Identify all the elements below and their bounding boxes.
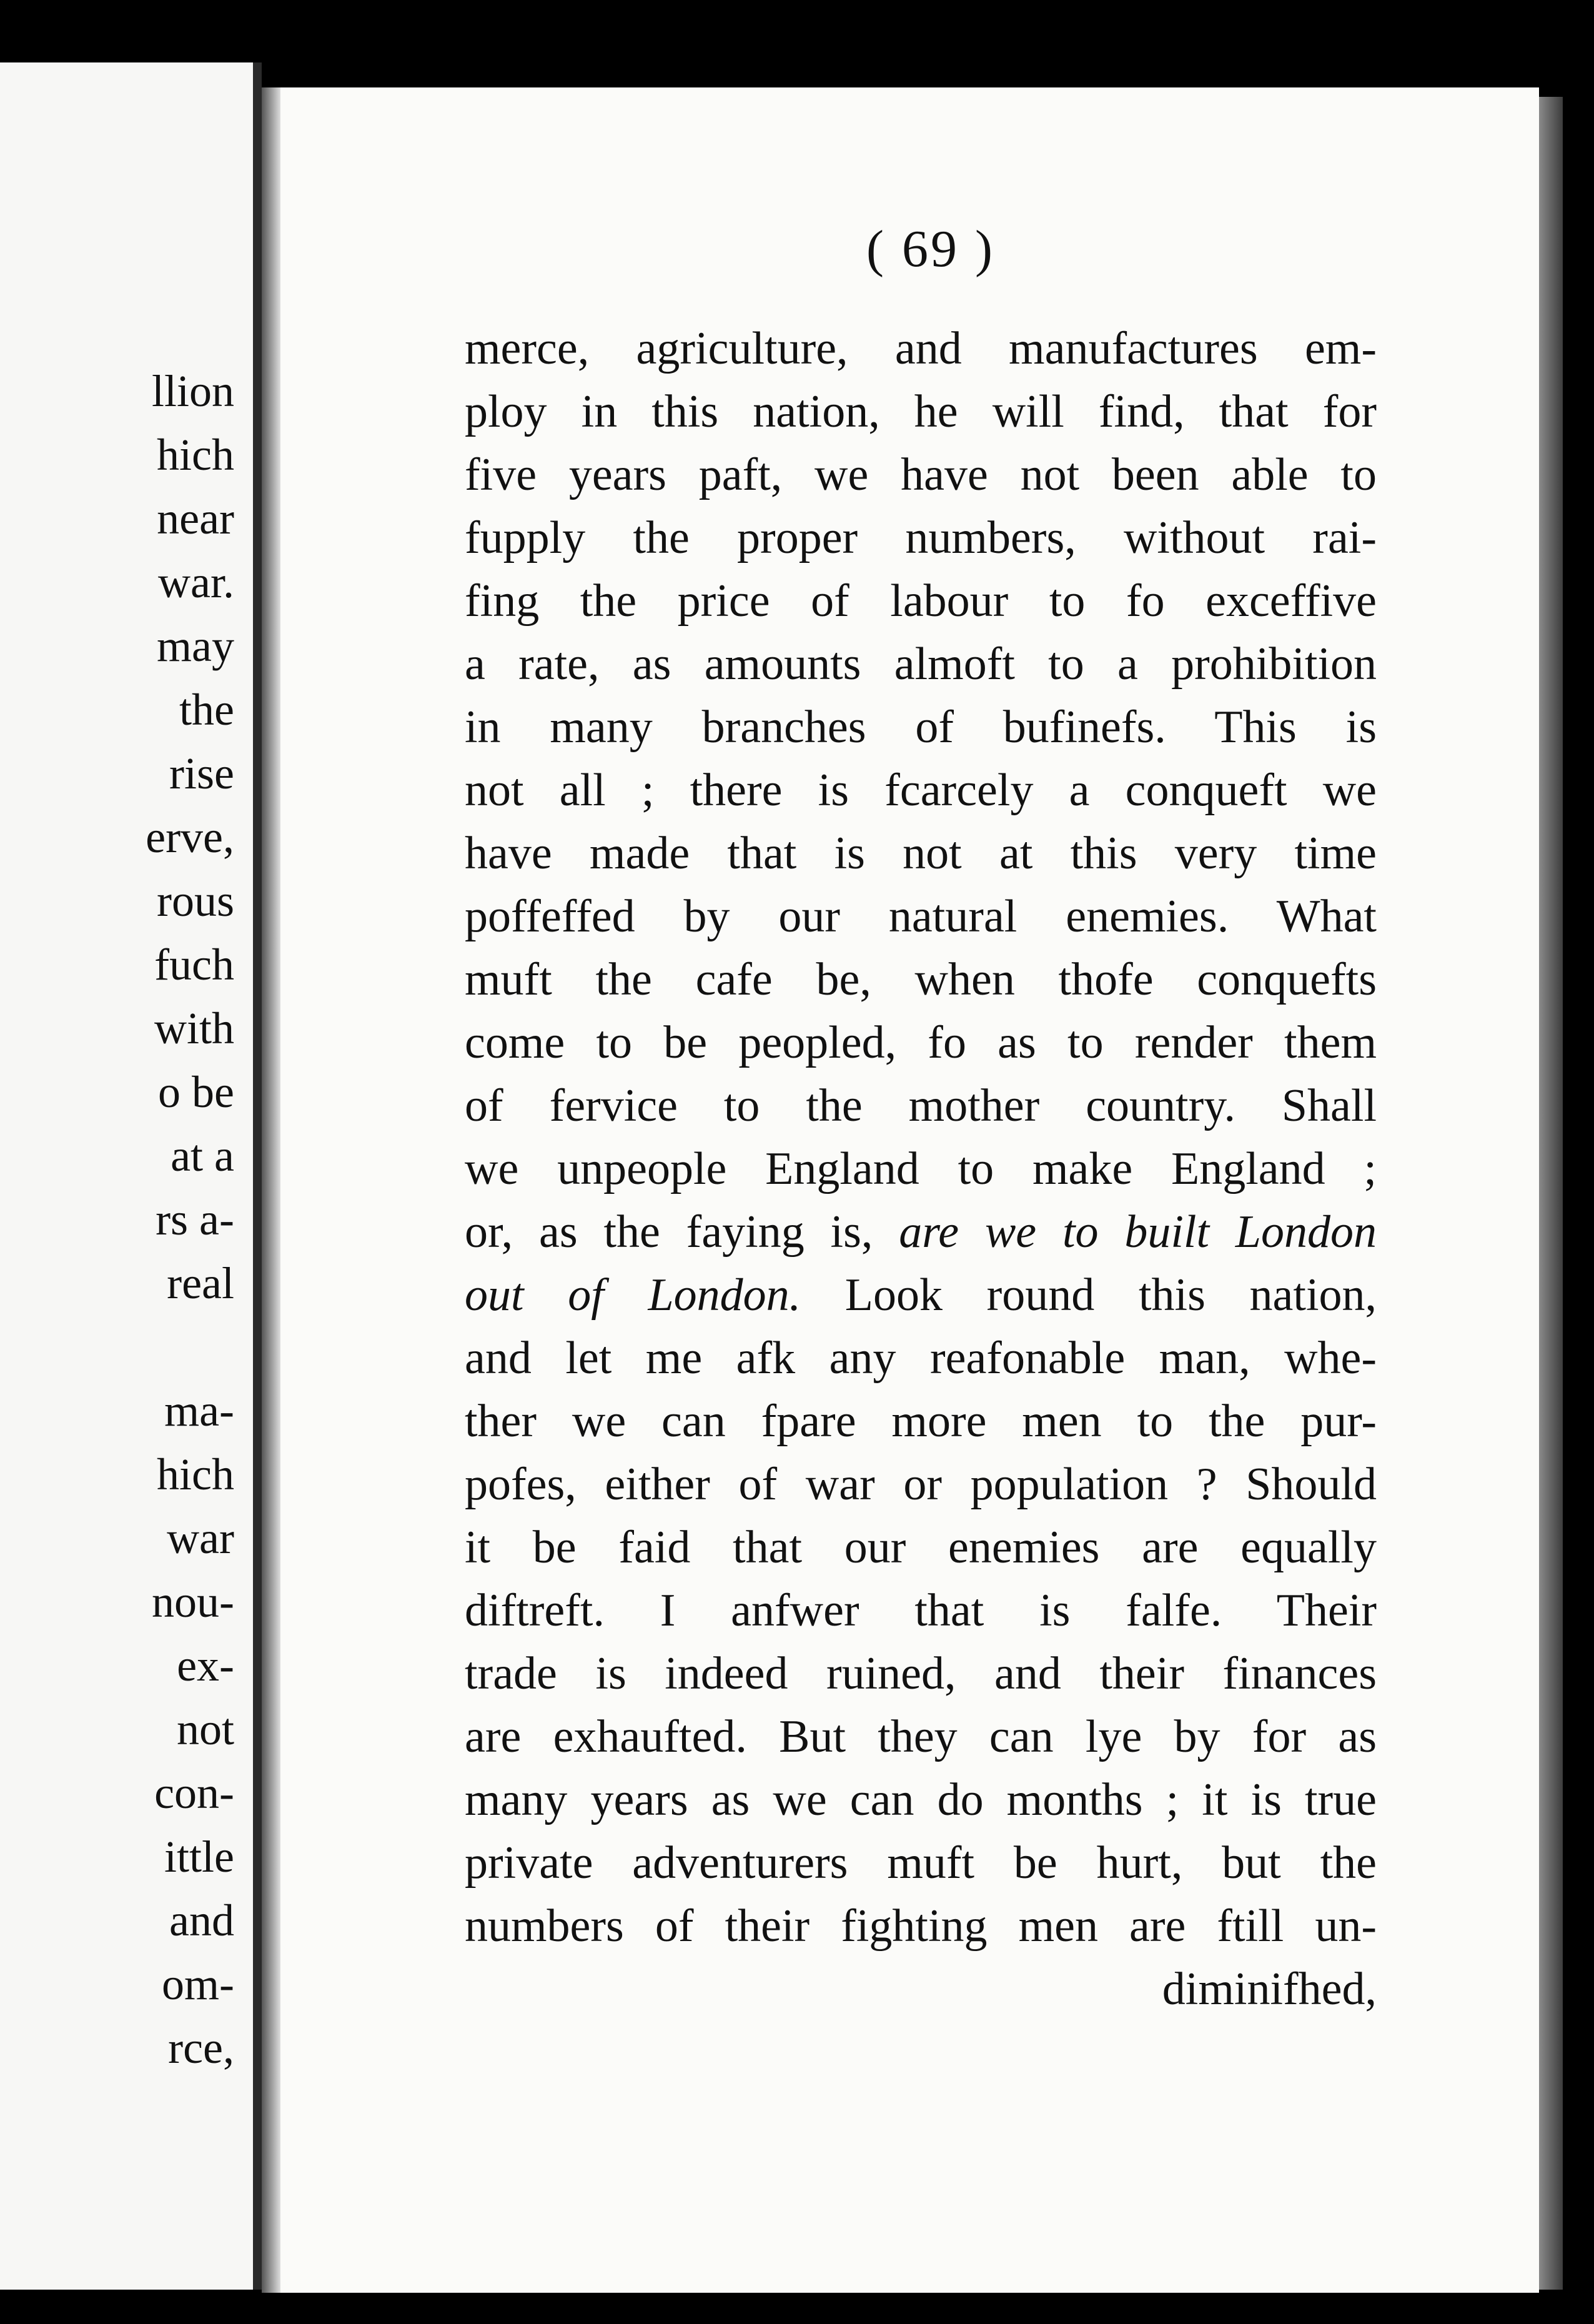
text-line: muft the cafe be, when thofe conquefts [465, 954, 1377, 1005]
left-fragment: the [179, 685, 234, 735]
left-fragment: near [157, 494, 234, 544]
left-fragment: hich [157, 430, 234, 480]
left-fragment: real [167, 1258, 234, 1308]
text-segment: or, as the faying is, [465, 1206, 873, 1258]
italic-segment: are we to built London [899, 1206, 1377, 1258]
text-line: and let me afk any reafonable man, whe- [465, 1333, 1377, 1384]
left-fragment: and [169, 1895, 234, 1945]
text-line: private adventurers muft be hurt, but the [465, 1837, 1377, 1889]
text-line: numbers of their fighting men are ftill un- [465, 1900, 1377, 1952]
left-fragment: with [154, 1003, 234, 1053]
text-line: poffeffed by our natural enemies. What [465, 891, 1377, 942]
page-edge-shadow [1539, 97, 1563, 2290]
left-page [0, 62, 262, 2290]
text-line: a rate, as amounts almoft to a prohibition [465, 638, 1377, 690]
left-fragment: war [167, 1513, 234, 1563]
left-fragment: rce, [168, 2023, 234, 2073]
text-line: fupply the proper numbers, without rai- [465, 512, 1377, 564]
left-fragment: hich [157, 1449, 234, 1499]
text-line: not all ; there is fcarcely a conqueft we [465, 765, 1377, 816]
left-fragment: ittle [164, 1832, 234, 1882]
text-line: diftreft. I anfwer that is falfe. Their [465, 1585, 1377, 1636]
text-line: come to be peopled, fo as to render them [465, 1017, 1377, 1068]
text-line-mixed [465, 1264, 1377, 1327]
text-line: are exhaufted. But they can lye by for as [465, 1711, 1377, 1762]
text-line: merce, agriculture, and manufactures em- [465, 323, 1377, 374]
left-fragment: con- [154, 1768, 234, 1818]
text-line: ther we can fpare more men to the pur- [465, 1396, 1377, 1447]
text-line: fing the price of labour to fo exceffive [465, 575, 1377, 627]
text-line: it be faid that our enemies are equally [465, 1522, 1377, 1573]
left-fragment: fuch [154, 940, 234, 990]
italic-segment: out of London. [465, 1269, 801, 1321]
text-line: trade is indeed ruined, and their finances [465, 1648, 1377, 1699]
left-fragment: rise [169, 748, 234, 798]
left-fragment: ma- [164, 1386, 234, 1436]
left-fragment: om- [162, 1959, 234, 2009]
text-line: many years as we can do months ; it is true [465, 1774, 1377, 1825]
left-fragment: may [157, 621, 234, 671]
text-line: we unpeople England to make England ; [465, 1143, 1377, 1194]
page-number: ( 69 ) [866, 220, 995, 278]
left-fragment: ex- [177, 1641, 234, 1691]
text-line: of fervice to the mother country. Shall [465, 1080, 1377, 1131]
text-line: five years paft, we have not been able to [465, 449, 1377, 500]
left-fragment: llion [151, 366, 234, 416]
book-gutter [262, 87, 280, 2293]
left-fragment: at a [171, 1131, 234, 1181]
text-line: diminifhed, [1162, 1964, 1377, 2015]
text-segment: Look round this nation, [844, 1269, 1377, 1321]
left-fragment: rous [157, 876, 234, 926]
text-line: ploy in this nation, he will find, that for [465, 386, 1377, 437]
text-line: in many branches of bufinefs. This is [465, 702, 1377, 753]
text-line: have made that is not at this very time [465, 828, 1377, 879]
left-fragment: war. [158, 557, 234, 607]
body-text [465, 317, 1377, 2021]
text-line-mixed [465, 1201, 1377, 1264]
left-fragment: not [176, 1704, 234, 1754]
text-line: pofes, either of war or population ? Should [465, 1459, 1377, 1510]
left-fragment: o be [158, 1067, 234, 1117]
left-fragment: erve, [146, 812, 234, 862]
left-fragment: rs a- [156, 1194, 234, 1244]
left-fragment: nou- [152, 1577, 234, 1627]
